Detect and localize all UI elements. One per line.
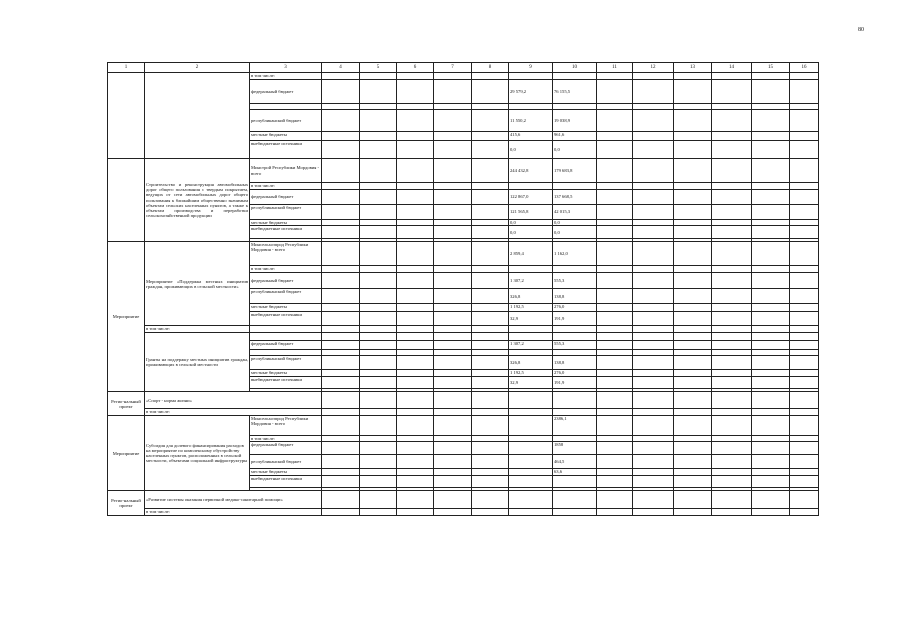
row-label: в том числе:	[250, 436, 322, 442]
measure-name: Гранты на поддержку местных инициатив граждан, проживающих в сельской местности	[145, 333, 250, 392]
value-cell: 555,3	[553, 273, 597, 289]
value-cell: 179 683,8	[553, 159, 597, 183]
value-cell: 244 432,8	[509, 159, 553, 183]
row-label: местные бюджеты	[250, 370, 322, 377]
value-cell: 415,6	[509, 132, 553, 141]
col-header: 12	[633, 63, 674, 73]
responsible-executor: Минсельхозпрод Республики Мордовия - всего	[250, 416, 322, 436]
value-cell: 276,0	[553, 370, 597, 377]
row-type-label: Мероприятие	[108, 242, 145, 392]
table-row	[108, 326, 819, 333]
row-label: федеральный бюджет	[250, 190, 322, 205]
row-type-label: Регио-нальный проект	[108, 491, 145, 516]
value-cell: 2 859,4	[509, 242, 553, 266]
row-label: внебюджетные источники	[250, 476, 322, 488]
col-header: 9	[509, 63, 553, 73]
value-cell: 0,0	[509, 220, 553, 226]
value-cell: 326,8	[509, 356, 553, 370]
value-cell: 121 565,8	[509, 205, 553, 220]
row-label: в том числе:	[145, 509, 322, 516]
value-cell: 32,9	[509, 312, 553, 326]
row-label: внебюджетные источники	[250, 377, 322, 389]
value-cell: 1858	[553, 442, 597, 455]
value-cell: 11 550,2	[509, 110, 553, 132]
page-number: 80	[858, 27, 864, 33]
budget-table	[107, 62, 819, 516]
value-cell: 63,6	[553, 469, 597, 476]
col-header: 3	[250, 63, 322, 73]
value-cell: 0,0	[509, 226, 553, 239]
col-header: 13	[674, 63, 712, 73]
table-row	[108, 159, 819, 183]
value-cell: 29 579,2	[509, 80, 553, 104]
row-label: республиканский бюджет	[250, 356, 322, 370]
value-cell: 555,3	[553, 341, 597, 350]
table-row	[108, 73, 819, 80]
row-type-label: Мероприятие	[108, 416, 145, 491]
project-name: «Спорт - норма жизни»	[145, 392, 322, 409]
row-label: федеральный бюджет	[250, 341, 322, 350]
row-label: в том числе:	[145, 326, 250, 333]
value-cell: 191,9	[553, 377, 597, 389]
table-row	[108, 491, 819, 509]
measure-name: Субсидия для долевого финансирования расходов на мероприятие по комплексному обустройству населенных пунктов, расположенных в сельской местности, объектами социальной инфраструктуры	[145, 416, 250, 491]
col-header: 6	[397, 63, 434, 73]
row-label: в том числе:	[145, 409, 322, 416]
value-cell: 137 668,5	[553, 190, 597, 205]
value-cell: 42 015,3	[553, 205, 597, 220]
value-cell: 76 155,5	[553, 80, 597, 104]
value-cell: 32,9	[509, 377, 553, 389]
value-cell: 191,9	[553, 312, 597, 326]
row-label: федеральный бюджет	[250, 273, 322, 289]
table-row	[108, 242, 819, 266]
col-header: 4	[322, 63, 360, 73]
measure-name: Строительство и реконструкция автомобильных дорог общего пользования с твердым покрытием, ведущих от сети автомобильных дорог общего пользования к ближайшим общественно значимым объектам сельских населенных пунктов, а также к объектам производства и переработки сельскохозяйственной продукции	[145, 159, 250, 242]
col-header: 10	[553, 63, 597, 73]
value-cell: 138,8	[553, 289, 597, 304]
col-header: 7	[434, 63, 472, 73]
row-label: местные бюджеты	[250, 132, 322, 141]
value-cell: 961,6	[553, 132, 597, 141]
row-label: республиканский бюджет	[250, 110, 322, 132]
col-header: 1	[108, 63, 145, 73]
value-cell: 2386,1	[553, 416, 597, 436]
value-cell: 464,5	[553, 455, 597, 469]
row-label: внебюджетные источники	[250, 141, 322, 159]
col-header: 15	[752, 63, 790, 73]
row-label: федеральный бюджет	[250, 80, 322, 104]
value-cell: 138,8	[553, 356, 597, 370]
row-label: в том числе:	[250, 266, 322, 273]
col-header: 14	[712, 63, 752, 73]
row-label: внебюджетные источники	[250, 226, 322, 239]
column-number-row	[108, 63, 819, 73]
value-cell: 1 307,2	[509, 341, 553, 350]
col-header: 5	[360, 63, 397, 73]
col-header: 11	[597, 63, 633, 73]
row-label: республиканский бюджет	[250, 455, 322, 469]
value-cell: 19 038,9	[553, 110, 597, 132]
table-row	[108, 416, 819, 436]
value-cell: 0,0	[509, 141, 553, 159]
value-cell: 1 192,5	[509, 370, 553, 377]
value-cell: 1 162,0	[553, 242, 597, 266]
value-cell: 0,0	[553, 220, 597, 226]
row-label: в том числе:	[250, 183, 322, 190]
project-name: «Развитие системы оказания первичной медико-санитарной помощи»	[145, 491, 322, 509]
value-cell: 326,8	[509, 289, 553, 304]
table-row	[108, 333, 819, 341]
row-label: республиканский бюджет	[250, 205, 322, 220]
value-cell: 276,0	[553, 304, 597, 312]
table-row	[108, 392, 819, 409]
table-row	[108, 509, 819, 516]
row-label: внебюджетные источники	[250, 312, 322, 326]
value-cell: 0,0	[553, 141, 597, 159]
row-type-label: Регио-нальный проект	[108, 392, 145, 416]
row-label: в том числе:	[250, 73, 322, 80]
value-cell: 1 192,5	[509, 304, 553, 312]
value-cell: 0,0	[553, 226, 597, 239]
value-cell: 1 307,2	[509, 273, 553, 289]
value-cell: 122 867,0	[509, 190, 553, 205]
row-label: местные бюджеты	[250, 469, 322, 476]
col-header: 16	[790, 63, 819, 73]
col-header: 8	[472, 63, 509, 73]
measure-name: Мероприятие «Поддержка местных инициатив граждан, проживающих в сельской местности»	[145, 242, 250, 326]
responsible-executor: Минстрой Республики Мордовия - всего	[250, 159, 322, 183]
table-row	[108, 409, 819, 416]
responsible-executor: Минсельхозпрод Республики Мордовия - всего	[250, 242, 322, 266]
row-label: федеральный бюджет	[250, 442, 322, 455]
col-header: 2	[145, 63, 250, 73]
row-label: местные бюджеты	[250, 304, 322, 312]
row-label: республиканский бюджет	[250, 289, 322, 304]
row-label: местные бюджеты	[250, 220, 322, 226]
